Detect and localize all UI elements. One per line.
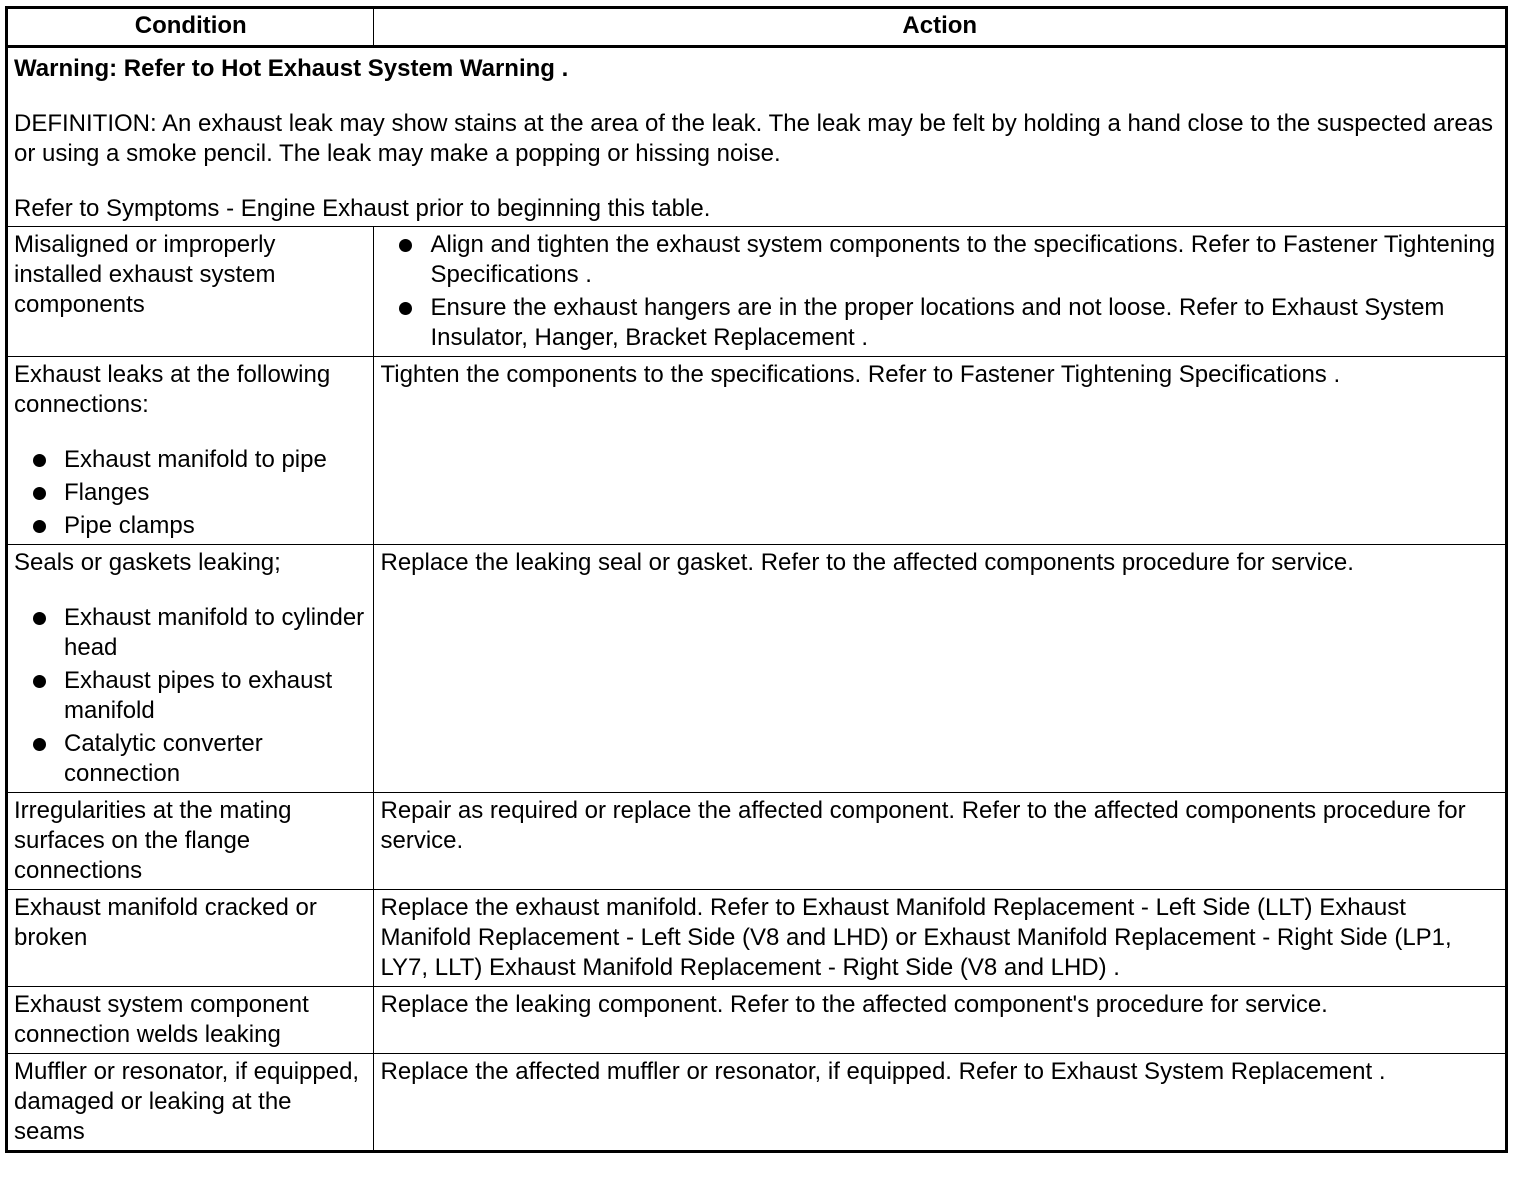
warning-text: Warning: Refer to Hot Exhaust System Warning . <box>14 55 569 82</box>
condition-cell: Irregularities at the mating surfaces on the flange connections <box>7 793 374 890</box>
diagnostic-table-container <box>5 6 1508 1193</box>
action-cell: Replace the leaking component. Refer to the affected component's procedure for service. <box>374 987 1507 1054</box>
table-row <box>7 227 1507 357</box>
action-cell: Replace the affected muffler or resonator, if equipped. Refer to Exhaust System Replacement . <box>374 1054 1507 1152</box>
intro-row <box>7 47 1507 227</box>
action-bullet-list <box>380 230 1500 353</box>
action-cell: Repair as required or replace the affected component. Refer to the affected components procedure for service. <box>374 793 1507 890</box>
condition-bullet: Catalytic converter connection <box>14 729 368 789</box>
action-bullet: Ensure the exhaust hangers are in the proper locations and not loose. Refer to Exhaust System Insulator, Hanger, Bracket Replacement . <box>380 293 1500 353</box>
condition-cell <box>7 357 374 545</box>
action-cell: Replace the exhaust manifold. Refer to Exhaust Manifold Replacement - Left Side (LLT) Exhaust Manifold Replacement - Left Side (V8 and LHD) or Exhaust Manifold Replacement - Right Side (LP1, LY7, LLT) Exhaust Manifold Replacement - Right Side (V8 and LHD) . <box>374 890 1507 987</box>
condition-bullet: Flanges <box>14 478 368 508</box>
action-bullet: Align and tighten the exhaust system components to the specifications. Refer to Fastener Tightening Specifications . <box>380 230 1500 290</box>
action-header: Action <box>374 8 1507 47</box>
condition-cell: Exhaust manifold cracked or broken <box>7 890 374 987</box>
condition-bullet: Exhaust manifold to cylinder head <box>14 603 368 663</box>
action-cell: Replace the leaking seal or gasket. Refer to the affected components procedure for service. <box>374 545 1507 793</box>
table-row <box>7 1054 1507 1152</box>
action-cell: Tighten the components to the specifications. Refer to Fastener Tightening Specifications . <box>374 357 1507 545</box>
table-row <box>7 357 1507 545</box>
condition-header: Condition <box>7 8 374 47</box>
condition-cell: Misaligned or improperly installed exhaust system components <box>7 227 374 357</box>
table-row <box>7 793 1507 890</box>
condition-bullet: Pipe clamps <box>14 511 368 541</box>
condition-text: Seals or gaskets leaking; <box>14 549 281 576</box>
table-row <box>7 545 1507 793</box>
table-row <box>7 890 1507 987</box>
table-row <box>7 987 1507 1054</box>
diagnostic-table <box>5 6 1508 1153</box>
condition-bullet: Exhaust manifold to pipe <box>14 445 368 475</box>
condition-bullet: Exhaust pipes to exhaust manifold <box>14 666 368 726</box>
definition-text: DEFINITION: An exhaust leak may show stains at the area of the leak. The leak may be felt by holding a hand close to the suspected areas or using a smoke pencil. The leak may make a popping or hissing noise. <box>14 110 1494 167</box>
condition-cell <box>7 545 374 793</box>
condition-text: Exhaust leaks at the following connections: <box>14 361 331 418</box>
action-cell <box>374 227 1507 357</box>
condition-bullet-list <box>14 445 368 541</box>
header-row <box>7 8 1507 47</box>
condition-cell: Muffler or resonator, if equipped, damaged or leaking at the seams <box>7 1054 374 1152</box>
condition-cell: Exhaust system component connection welds leaking <box>7 987 374 1054</box>
condition-bullet-list <box>14 603 368 789</box>
intro-cell <box>7 47 1507 227</box>
refer-text: Refer to Symptoms - Engine Exhaust prior to beginning this table. <box>14 195 711 222</box>
